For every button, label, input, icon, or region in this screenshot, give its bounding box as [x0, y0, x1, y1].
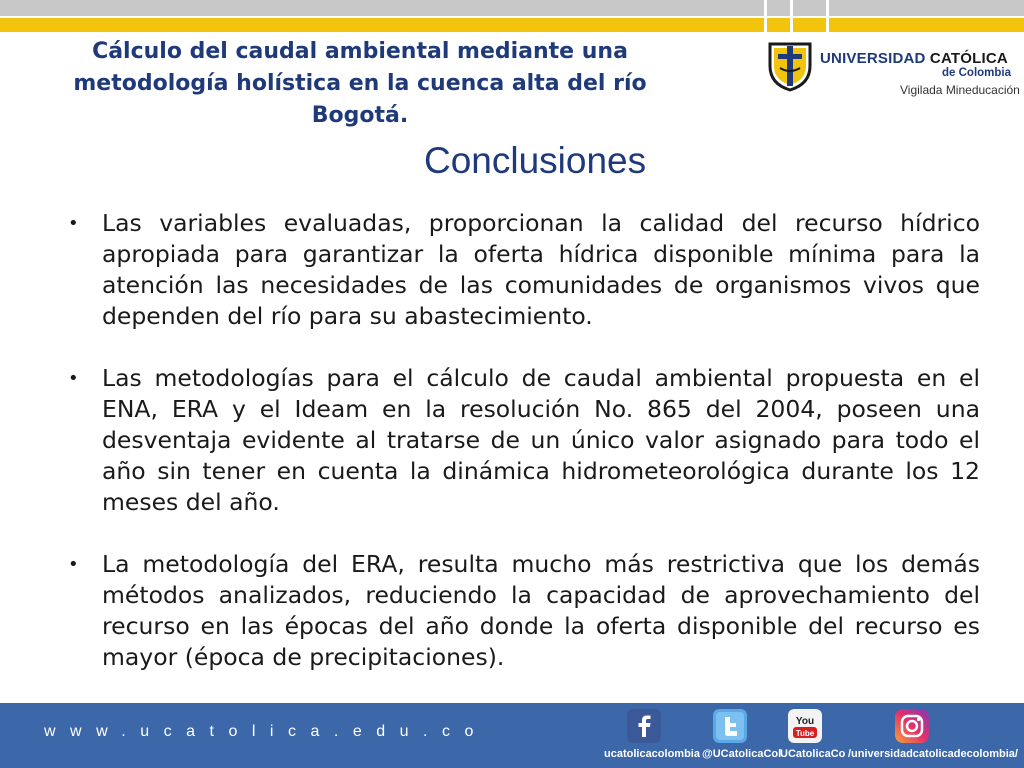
svg-text:Tube: Tube: [795, 729, 815, 738]
slide-heading: Conclusiones: [424, 140, 647, 181]
svg-text:You: You: [795, 716, 815, 727]
bullet-icon: •: [68, 213, 79, 234]
university-shield-icon: [766, 38, 814, 92]
facebook-icon[interactable]: [627, 709, 661, 743]
university-tagline: Vigilada Mineducación: [900, 83, 1020, 97]
youtube-icon[interactable]: [788, 709, 822, 743]
title-line-3: Bogotá.: [311, 103, 409, 128]
university-name: UNIVERSIDAD CATÓLICA: [820, 50, 1008, 67]
list-item: • Las metodologías para el cálculo de caudal ambiental propuesta en el ENA, ERA y el Ideam en la resolución No. 865 del 2004, poseen una desventaja evidente al tratarse de un único valor asignado para todo el año sin tener en cuenta la dinámica hidrometeorológica durante los 12 meses del año.: [68, 364, 980, 516]
instagram-icon[interactable]: [895, 709, 929, 743]
university-subtitle: de Colombia: [942, 67, 1012, 79]
youtube-label[interactable]: UCatolicaCo: [780, 748, 846, 760]
bullet-icon: •: [68, 368, 79, 389]
university-logo: [766, 38, 1020, 108]
bullet-icon: •: [68, 554, 79, 575]
twitter-icon[interactable]: [713, 709, 747, 743]
facebook-label[interactable]: ucatolicacolombia: [604, 748, 700, 760]
list-item: • Las variables evaluadas, proporcionan la calidad del recurso hídrico apropiada para garantizar la oferta hídrica disponible mínima para la atención las necesidades de las comunidades de organismos vivos que dependen del río para su abastecimiento.: [68, 209, 980, 330]
top-decorative-bar: [0, 0, 1024, 34]
website-link[interactable]: www.ucatolica.edu.co: [44, 723, 488, 740]
presentation-title: [20, 36, 700, 132]
instagram-label[interactable]: /universidadcatolicadecolombia/: [848, 748, 1018, 760]
title-line-2: metodología holística en la cuenca alta del río: [73, 71, 647, 96]
footer-bar: [0, 703, 1024, 768]
list-item: • La metodología del ERA, resulta mucho más restrictiva que los demás métodos analizados, reduciendo la capacidad de aprovechamiento del recurso en las épocas del año donde la oferta disponible del recurso es mayor (época de precipitaciones).: [68, 550, 980, 671]
twitter-label[interactable]: @UCatolicaCol: [702, 748, 782, 760]
title-line-1: Cálculo del caudal ambiental mediante una: [92, 39, 628, 64]
conclusions-list: [60, 208, 980, 704]
